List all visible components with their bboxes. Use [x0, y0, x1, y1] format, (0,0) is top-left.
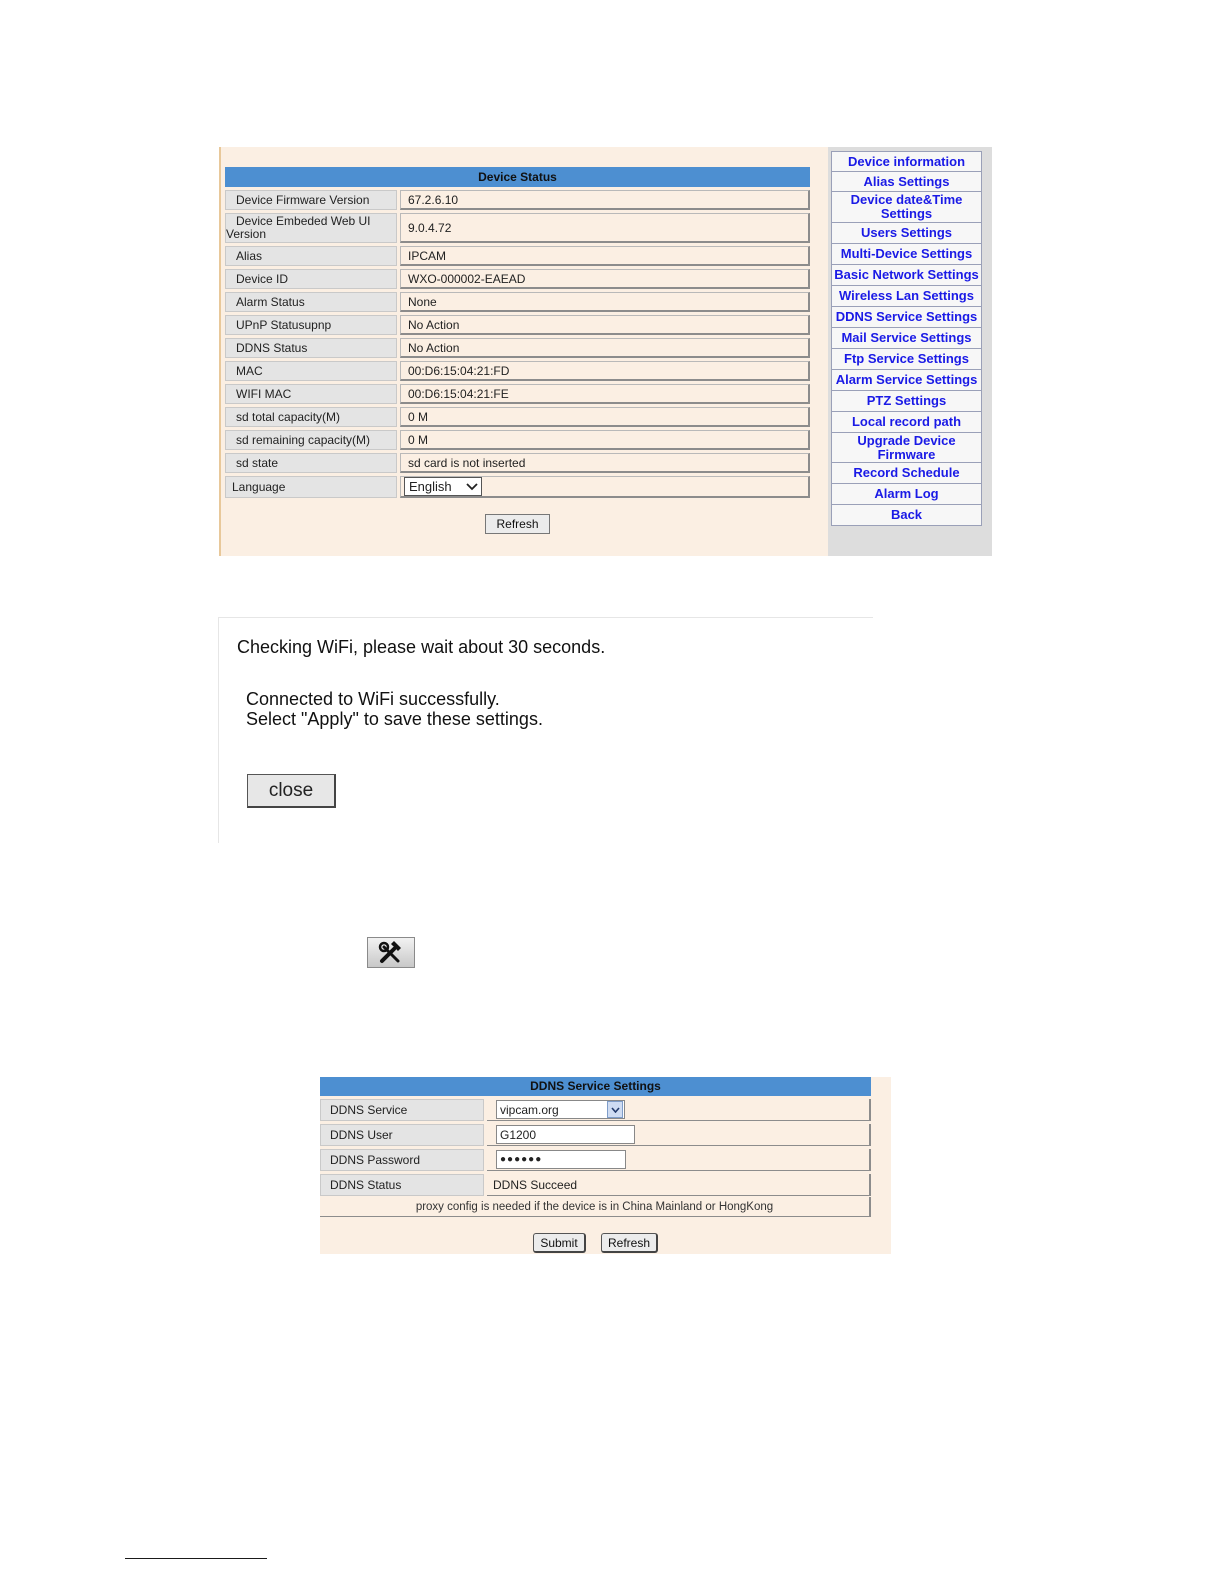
row-ddns-service: [320, 1099, 871, 1121]
sidebar-item-date-time-settings[interactable]: Device date&Time Settings: [831, 192, 982, 223]
row-label: Alias: [225, 246, 397, 266]
sidebar-item-multi-device-settings[interactable]: Multi-Device Settings: [831, 244, 982, 265]
row-label: Alarm Status: [225, 292, 397, 312]
ddns-password-label: DDNS Password: [320, 1149, 484, 1171]
sidebar-item-ddns-service-settings[interactable]: DDNS Service Settings: [831, 307, 982, 328]
close-button[interactable]: close: [247, 774, 336, 808]
sidebar-item-local-record-path[interactable]: Local record path: [831, 412, 982, 433]
sidebar-item-ptz-settings[interactable]: PTZ Settings: [831, 391, 982, 412]
sidebar-item-mail-service-settings[interactable]: Mail Service Settings: [831, 328, 982, 349]
row-label: MAC: [225, 361, 397, 381]
row-ddns-status: [225, 338, 810, 358]
language-select[interactable]: [404, 477, 482, 496]
row-value: WXO-000002-EAEAD: [400, 269, 810, 289]
sidebar-item-basic-network-settings[interactable]: Basic Network Settings: [831, 265, 982, 286]
row-alarm-status: [225, 292, 810, 312]
language-label: Language: [225, 476, 397, 498]
sidebar-item-back[interactable]: Back: [831, 505, 982, 526]
row-label: sd remaining capacity(M): [225, 430, 397, 450]
tools-button[interactable]: [367, 937, 415, 968]
sidebar-item-record-schedule[interactable]: Record Schedule: [831, 463, 982, 484]
ddns-service-value: vipcam.org: [500, 1102, 559, 1117]
row-value: 00:D6:15:04:21:FD: [400, 361, 810, 381]
row-ddns-status: [320, 1174, 871, 1196]
row-label: Device Firmware Version: [225, 190, 397, 210]
sidebar-item-alarm-service-settings[interactable]: Alarm Service Settings: [831, 370, 982, 391]
chevron-down-icon: [607, 1101, 623, 1118]
language-cell: [400, 476, 810, 498]
row-value: No Action: [400, 338, 810, 358]
row-label: WIFI MAC: [225, 384, 397, 404]
ddns-settings-panel: [320, 1077, 891, 1254]
row-value: 67.2.6.10: [400, 190, 810, 210]
ddns-status-value: DDNS Succeed: [487, 1174, 871, 1196]
sidebar-item-users-settings[interactable]: Users Settings: [831, 223, 982, 244]
row-sd-state: [225, 453, 810, 473]
row-value: 0 M: [400, 407, 810, 427]
tools-icon: [378, 941, 404, 965]
sidebar-item-alarm-log[interactable]: Alarm Log: [831, 484, 982, 505]
wifi-check-dialog: [218, 617, 873, 843]
sidebar-item-device-information[interactable]: Device information: [831, 151, 982, 172]
ddns-user-cell: [487, 1124, 871, 1146]
row-mac: [225, 361, 810, 381]
wifi-success-text: Connected to WiFi successfully.: [246, 689, 500, 709]
row-value: No Action: [400, 315, 810, 335]
sidebar: [828, 147, 992, 556]
row-value: 0 M: [400, 430, 810, 450]
ddns-service-cell: [487, 1099, 871, 1121]
ddns-status-label: DDNS Status: [320, 1174, 484, 1196]
row-wifi-mac: [225, 384, 810, 404]
row-value: 9.0.4.72: [400, 213, 810, 243]
row-firmware-version: [225, 190, 810, 210]
sidebar-item-alias-settings[interactable]: Alias Settings: [831, 172, 982, 192]
row-upnp-status: [225, 315, 810, 335]
chevron-down-icon: [466, 483, 478, 491]
row-ddns-password: [320, 1149, 871, 1171]
ddns-user-label: DDNS User: [320, 1124, 484, 1146]
sidebar-menu: [831, 151, 982, 526]
footnote-divider: [125, 1558, 267, 1559]
row-value: None: [400, 292, 810, 312]
device-status-panel: [219, 147, 992, 556]
row-value: 00:D6:15:04:21:FE: [400, 384, 810, 404]
ddns-user-input[interactable]: G1200: [496, 1125, 635, 1144]
row-sd-remaining: [225, 430, 810, 450]
row-label: sd total capacity(M): [225, 407, 397, 427]
ddns-password-input[interactable]: ●●●●●●: [496, 1150, 626, 1169]
row-value: IPCAM: [400, 246, 810, 266]
row-device-id: [225, 269, 810, 289]
row-language: [225, 476, 810, 498]
row-web-ui-version: [225, 213, 810, 243]
row-label: UPnP Statusupnp: [225, 315, 397, 335]
row-value: sd card is not inserted: [400, 453, 810, 473]
row-label: Device ID: [225, 269, 397, 289]
row-alias: [225, 246, 810, 266]
device-status-table: [225, 167, 810, 498]
sidebar-item-ftp-service-settings[interactable]: Ftp Service Settings: [831, 349, 982, 370]
language-select-value: English: [409, 479, 452, 494]
ddns-service-label: DDNS Service: [320, 1099, 484, 1121]
refresh-button[interactable]: Refresh: [601, 1233, 658, 1253]
sidebar-item-wireless-lan-settings[interactable]: Wireless Lan Settings: [831, 286, 982, 307]
row-label: sd state: [225, 453, 397, 473]
wifi-apply-text: Select "Apply" to save these settings.: [246, 709, 543, 729]
refresh-button[interactable]: Refresh: [485, 514, 550, 534]
proxy-note: proxy config is needed if the device is in China Mainland or HongKong: [320, 1197, 871, 1217]
wifi-checking-text: Checking WiFi, please wait about 30 seconds.: [237, 637, 606, 657]
submit-button[interactable]: Submit: [533, 1233, 586, 1253]
row-sd-total: [225, 407, 810, 427]
row-label: Device Embeded Web UI Version: [225, 213, 397, 243]
sidebar-item-upgrade-firmware[interactable]: Upgrade Device Firmware: [831, 433, 982, 463]
row-ddns-user: [320, 1124, 871, 1146]
ddns-settings-title: DDNS Service Settings: [320, 1077, 871, 1096]
ddns-service-select[interactable]: [496, 1100, 625, 1119]
device-status-title: Device Status: [225, 167, 810, 187]
row-label: DDNS Status: [225, 338, 397, 358]
ddns-password-cell: [487, 1149, 871, 1171]
